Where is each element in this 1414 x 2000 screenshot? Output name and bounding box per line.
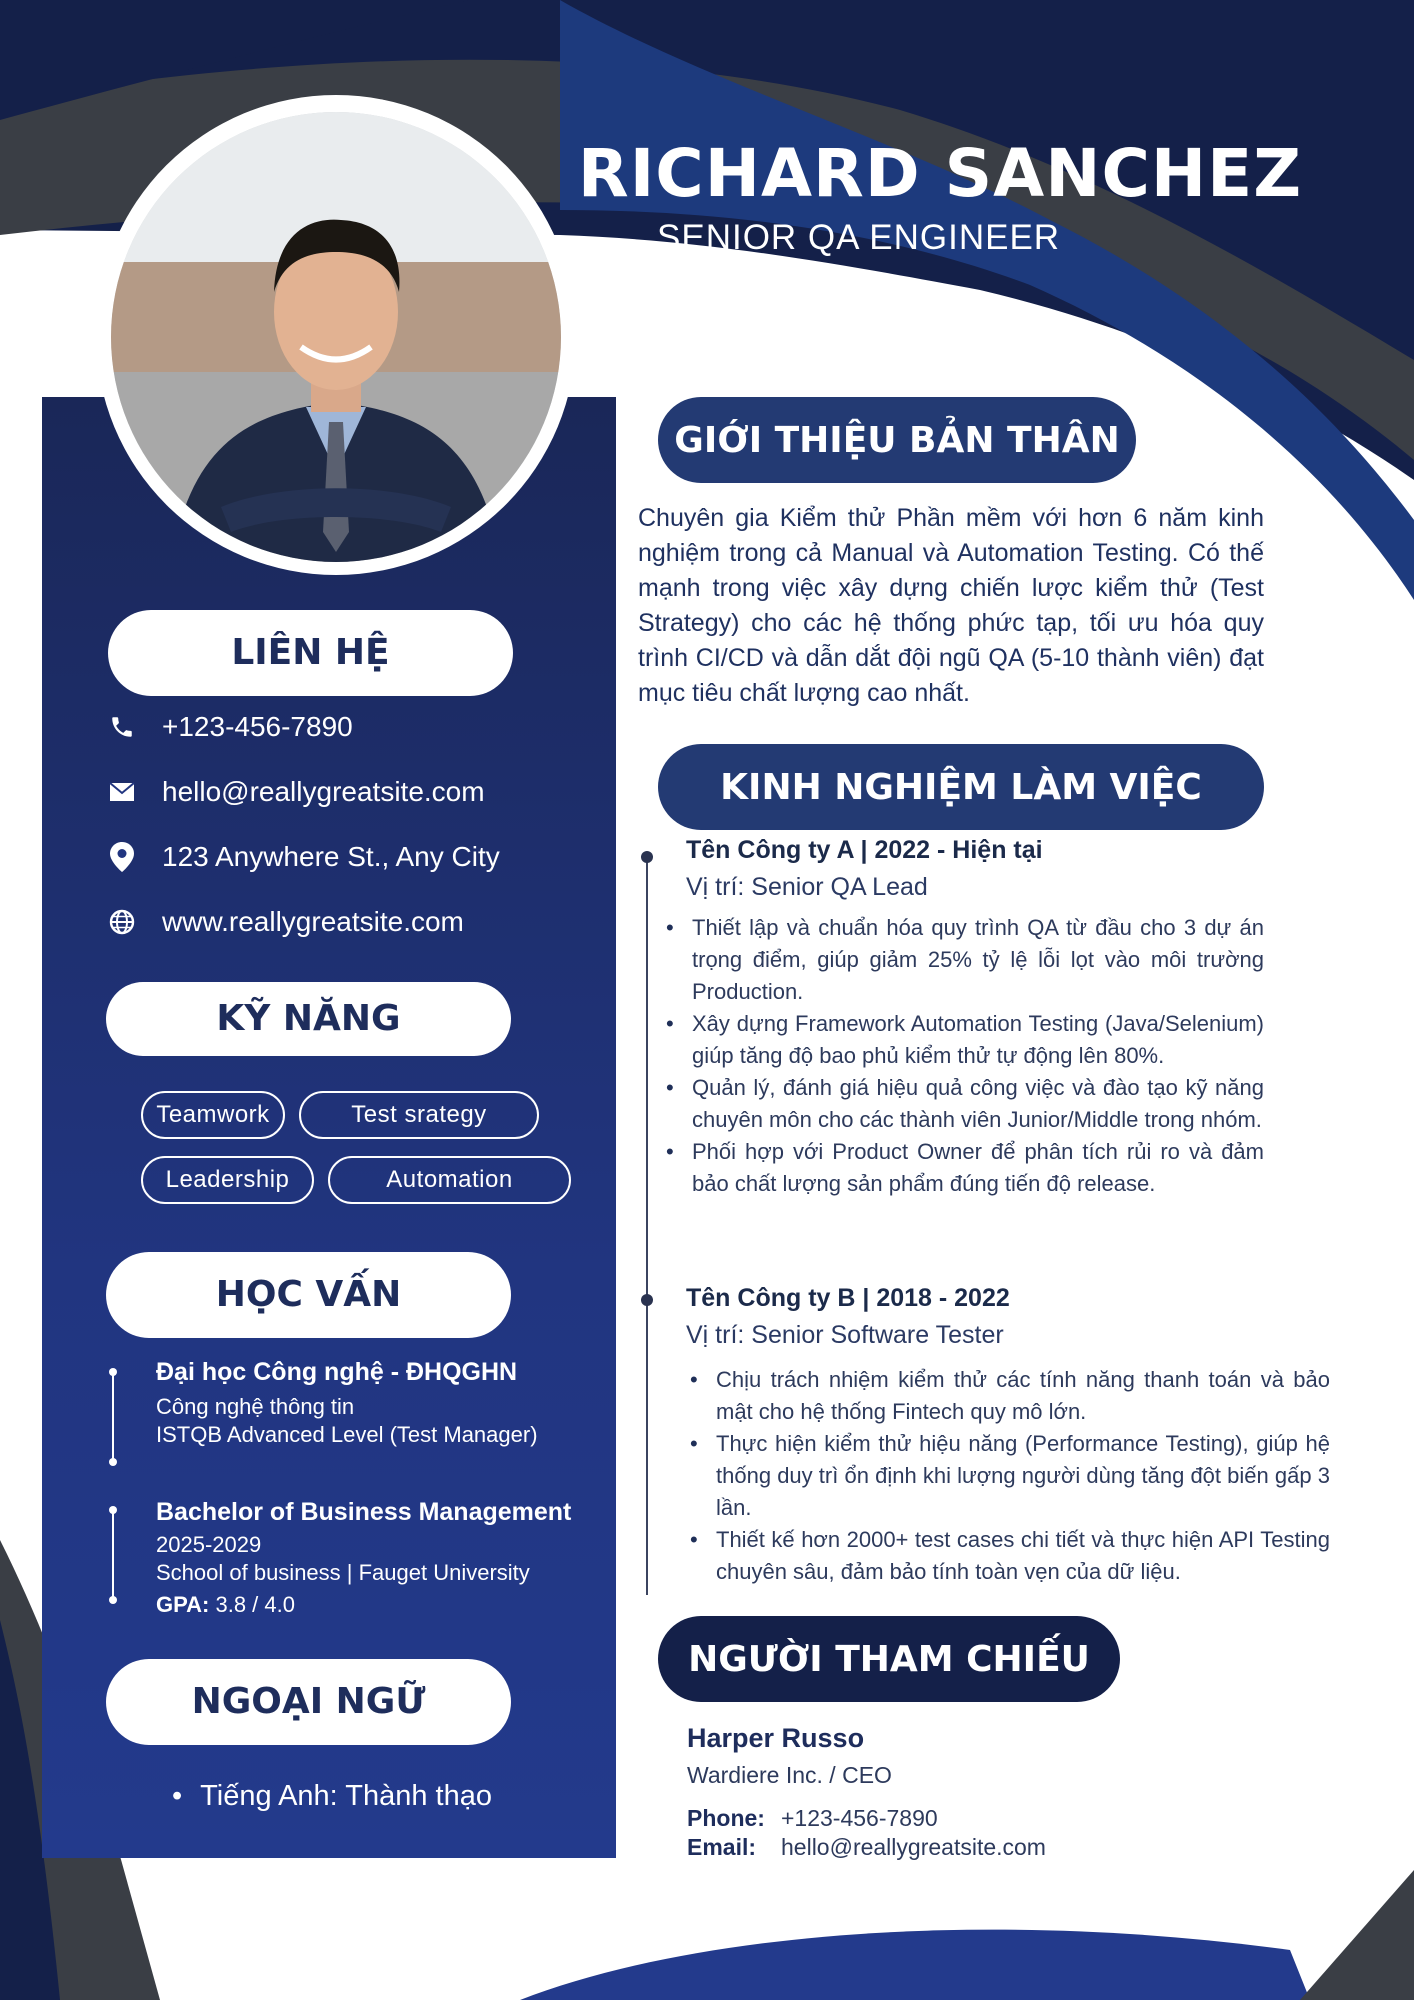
- job-entry: [686, 1284, 1330, 1588]
- language-item: [172, 1780, 492, 1813]
- skill-tag: Leadership: [141, 1156, 314, 1204]
- job-bullet: • Thiết lập và chuẩn hóa quy trình QA từ đầu cho 3 dự án trọng điểm, giúp giảm 25% tỷ lệ lỗi lọt vào môi trường Production.: [662, 912, 1264, 1008]
- contact-phone-row: [108, 707, 588, 747]
- job-bullet: • Phối hợp với Product Owner để phân tích rủi ro và đảm bảo chất lượng sản phẩm đúng tiến độ release.: [662, 1136, 1264, 1200]
- education-years: 2025-2029: [156, 1532, 262, 1557]
- contact-heading: [108, 610, 513, 696]
- languages-heading-text: NGOẠI NGỮ: [191, 1681, 426, 1722]
- timeline-line: [112, 1372, 114, 1462]
- education-item: [156, 1498, 606, 1619]
- contact-email[interactable]: hello@reallygreatsite.com: [162, 776, 485, 807]
- person-portrait-icon: [111, 112, 561, 562]
- contact-address-row: [108, 837, 588, 877]
- job-bullet: • Thực hiện kiểm thử hiệu năng (Performance Testing), giúp hệ thống duy trì ổn định khi lượng người dùng tăng đột biến gấp 3 lần.: [686, 1428, 1330, 1524]
- job-company: Tên Công ty B | 2018 - 2022: [686, 1284, 1010, 1312]
- about-heading: GIỚI THIỆU BẢN THÂN: [658, 397, 1136, 483]
- job-bullet: • Xây dựng Framework Automation Testing (Java/Selenium) giúp tăng độ bao phủ kiểm thử tự động lên 80%.: [662, 1008, 1264, 1072]
- contact-phone[interactable]: +123-456-7890: [162, 711, 353, 742]
- about-text: Chuyên gia Kiểm thử Phần mềm với hơn 6 năm kinh nghiệm trong cả Manual và Automation Testing. Có thế mạnh trong việc xây dựng chiến lược kiểm thử (Test Strategy) cho các hệ thống phức tạp, tối ưu hóa quy trình CI/CD và dẫn dắt đội ngũ QA (5-10 thành viên) đạt mục tiêu chất lượng cao nhất.: [638, 504, 1264, 707]
- reference-email-label: Email:: [687, 1834, 757, 1860]
- job-bullets: [686, 1364, 1330, 1588]
- candidate-name: RICHARD SANCHEZ: [577, 135, 1303, 212]
- languages-heading: [106, 1659, 511, 1745]
- contact-heading-text: LIÊN HỆ: [231, 632, 390, 673]
- education-heading-text: HỌC VẤN: [215, 1274, 402, 1315]
- timeline-dot: [109, 1596, 117, 1604]
- education-school: School of business | Fauget University: [156, 1560, 530, 1585]
- reference-card: [687, 1723, 1247, 1861]
- job-position: Vị trí: Senior Software Tester: [686, 1321, 1004, 1349]
- contact-email-row: [108, 772, 588, 812]
- candidate-role: SENIOR QA ENGINEER: [657, 218, 1061, 257]
- reference-phone-label: Phone:: [687, 1805, 765, 1831]
- education-item: [156, 1358, 596, 1449]
- gpa-value: 3.8 / 4.0: [209, 1592, 295, 1617]
- education-major: Công nghệ thông tin: [156, 1394, 355, 1419]
- education-gpa: [156, 1591, 606, 1619]
- gpa-label: GPA:: [156, 1592, 210, 1617]
- reference-heading: NGƯỜI THAM CHIẾU: [658, 1616, 1120, 1702]
- education-school: Đại học Công nghệ - ĐHQGHN: [156, 1358, 518, 1386]
- contact-address: 123 Anywhere St., Any City: [162, 841, 500, 872]
- experience-heading: KINH NGHIỆM LÀM VIỆC: [658, 744, 1264, 830]
- reference-name: Harper Russo: [687, 1723, 865, 1753]
- education-heading: [106, 1252, 511, 1338]
- skill-tag: Automation: [328, 1156, 571, 1204]
- reference-email[interactable]: hello@reallygreatsite.com: [781, 1834, 1046, 1860]
- reference-email-row: [687, 1834, 1247, 1861]
- job-company: Tên Công ty A | 2022 - Hiện tại: [686, 836, 1043, 864]
- language-text: Tiếng Anh: Thành thạo: [200, 1780, 492, 1812]
- reference-phone[interactable]: +123-456-7890: [781, 1805, 938, 1831]
- contact-website[interactable]: www.reallygreatsite.com: [162, 906, 464, 937]
- job-bullet: • Quản lý, đánh giá hiệu quả công việc và đào tạo kỹ năng chuyên môn cho các thành viên Junior/Middle trong nhóm.: [662, 1072, 1264, 1136]
- location-pin-icon: [108, 843, 136, 871]
- reference-phone-row: [687, 1805, 1247, 1832]
- contact-website-row: [108, 902, 588, 942]
- job-bullet: • Chịu trách nhiệm kiểm thử các tính năng thanh toán và bảo mật cho hệ thống Fintech quy mô lớn.: [686, 1364, 1330, 1428]
- education-cert: ISTQB Advanced Level (Test Manager): [156, 1422, 538, 1447]
- skills-heading: [106, 982, 511, 1056]
- timeline-line: [112, 1510, 114, 1600]
- job-position: Vị trí: Senior QA Lead: [686, 873, 928, 901]
- skill-tag: Teamwork: [141, 1091, 285, 1139]
- envelope-icon: [108, 778, 136, 806]
- reference-company: Wardiere Inc. / CEO: [687, 1762, 892, 1788]
- skill-tag: Test srategy: [299, 1091, 539, 1139]
- job-bullet: • Thiết kế hơn 2000+ test cases chi tiết và thực hiện API Testing chuyên sâu, đảm bảo tính toàn vẹn của dữ liệu.: [686, 1524, 1330, 1588]
- timeline-dot: [641, 1294, 653, 1306]
- education-degree: Bachelor of Business Management: [156, 1498, 572, 1526]
- timeline-dot: [641, 851, 653, 863]
- bullet-icon: •: [172, 1780, 183, 1812]
- globe-icon: [108, 908, 136, 936]
- job-bullets: [662, 912, 1264, 1200]
- skills-heading-text: KỸ NĂNG: [216, 998, 401, 1039]
- phone-icon: [108, 713, 136, 741]
- job-entry: [686, 836, 1264, 1200]
- experience-timeline: [646, 855, 648, 1595]
- timeline-dot: [109, 1458, 117, 1466]
